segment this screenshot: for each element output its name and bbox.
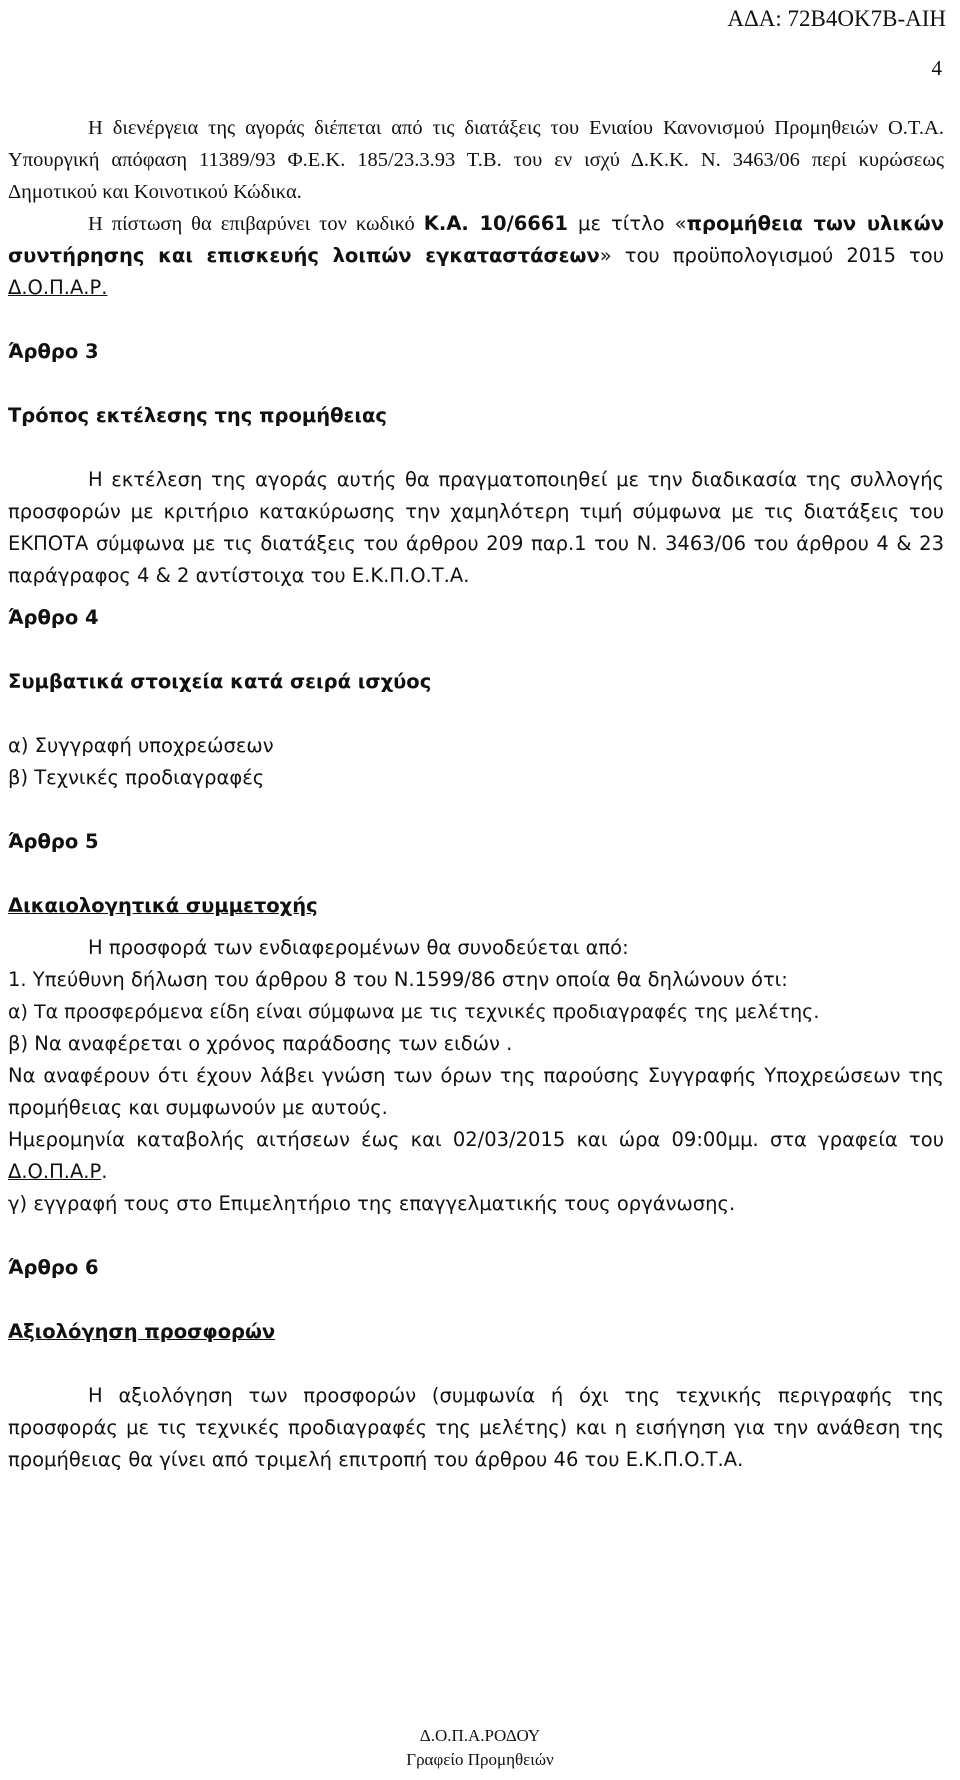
footer-department: Γραφείο Προμηθειών [406,1750,554,1769]
article-5-line: 1. Υπεύθυνη δήλωση του άρθρου 8 του Ν.1599/86 στην οποία θα δηλώνουν ότι: [8,968,788,991]
footer [0,1724,960,1772]
funding-paragraph [8,208,944,304]
document-body [8,112,944,1476]
article-5-line: γ) εγγραφή τους στο Επιμελητήριο της επαγγελματικής τους οργάνωσης. [8,1192,736,1215]
funding-text: Η πίστωση θα επιβαρύνει τον κωδικό [88,213,424,235]
funding-text-3: » του προϋπολογισμού 2015 του [599,244,944,267]
article-5-line: β) Να αναφέρεται ο χρόνος παράδοσης των ειδών . [8,1032,513,1055]
article-5-line: α) Τα προσφερόμενα είδη είναι σύμφωνα με τις τεχνικές προδιαγραφές της μελέτης. [8,1001,820,1023]
article-4-item: β) Τεχνικές προδιαγραφές [8,766,265,789]
article-4-heading: Άρθρο 4 [8,606,99,629]
supply-title: προμήθεια των υλικών συντήρησης και επισκευής λοιπών εγκαταστάσεων [8,212,945,267]
deadline-text: Ημερομηνία καταβολής αιτήσεων έως και 02/03/2015 και ώρα 09:00μμ. στα γραφεία του [8,1128,944,1151]
deadline-end: . [101,1160,108,1183]
article-3-heading: Άρθρο 3 [8,340,99,363]
organization-link: Δ.Ο.Π.Α.Ρ. [8,276,108,299]
article-6-text: Η αξιολόγηση των προσφορών (συμφωνία ή όχι της τεχνικής περιγραφής της προσφοράς με τις τεχνικές προδιαγραφές της μελέτης) και η εισήγηση για την ανάθεση της προμήθειας θα γίνει από τριμελή επιτροπή του άρθρου 46 του Ε.Κ.Π.Ο.Τ.Α. [8,1384,944,1471]
article-4-item: α) Συγγραφή υποχρεώσεων [8,734,274,757]
footer-organization: Δ.Ο.Π.Α.ΡΟΔΟΥ [419,1726,541,1745]
organization-link: Δ.Ο.Π.Α.Ρ [8,1160,102,1183]
article-3-text: Η εκτέλεση της αγοράς αυτής θα πραγματοποιηθεί με την διαδικασία της συλλογής προσφορών με κριτήριο κατακύρωσης την χαμηλότερη τιμή σύμφωνα με τις διατάξεις του ΕΚΠΟΤΑ σύμφωνα με τις διατάξεις του άρθρου 209 παρ.1 του Ν. 3463/06 του άρθρου 4 & 23 παράγραφος 4 & 2 αντίστοιχα του Ε.Κ.Π.Ο.Τ.Α. [8,468,944,587]
article-5-intro: Η προσφορά των ενδιαφερομένων θα συνοδεύεται από: [88,936,629,959]
ada-code: ΑΔΑ: 72Β4ΟΚ7Β-ΑΙΗ [727,6,946,31]
article-5-subheading: Δικαιολογητικά συμμετοχής [8,894,318,917]
article-3-subheading: Τρόπος εκτέλεσης της προμήθειας [8,404,387,427]
budget-code: Κ.Α. 10/6661 [423,212,568,235]
article-5-heading: Άρθρο 5 [8,830,99,853]
intro-paragraph: Η διενέργεια της αγοράς διέπεται από τις διατάξεις του Ενιαίου Κανονισμού Προμηθειών Ο.Τ.Α. Υπουργική απόφαση 11389/93 Φ.Ε.Κ. 185/23.3.93 Τ.Β. του εν ισχύ Δ.Κ.Κ. Ν. 3463/06 περί κυρώσεως Δημοτικού και Κοινοτικού Κώδικα. [8,117,944,203]
article-6-heading: Άρθρο 6 [8,1256,99,1279]
article-6-subheading: Αξιολόγηση προσφορών [8,1320,276,1343]
page-number: 4 [931,56,942,80]
funding-text-2: με τίτλο « [568,212,687,235]
article-5-deadline [8,1124,944,1188]
article-4-subheading: Συμβατικά στοιχεία κατά σειρά ισχύος [8,670,432,693]
article-5-line: Να αναφέρουν ότι έχουν λάβει γνώση των όρων της παρούσης Συγγραφής Υποχρεώσεων της προμήθειας και συμφωνούν με αυτούς. [8,1064,944,1119]
